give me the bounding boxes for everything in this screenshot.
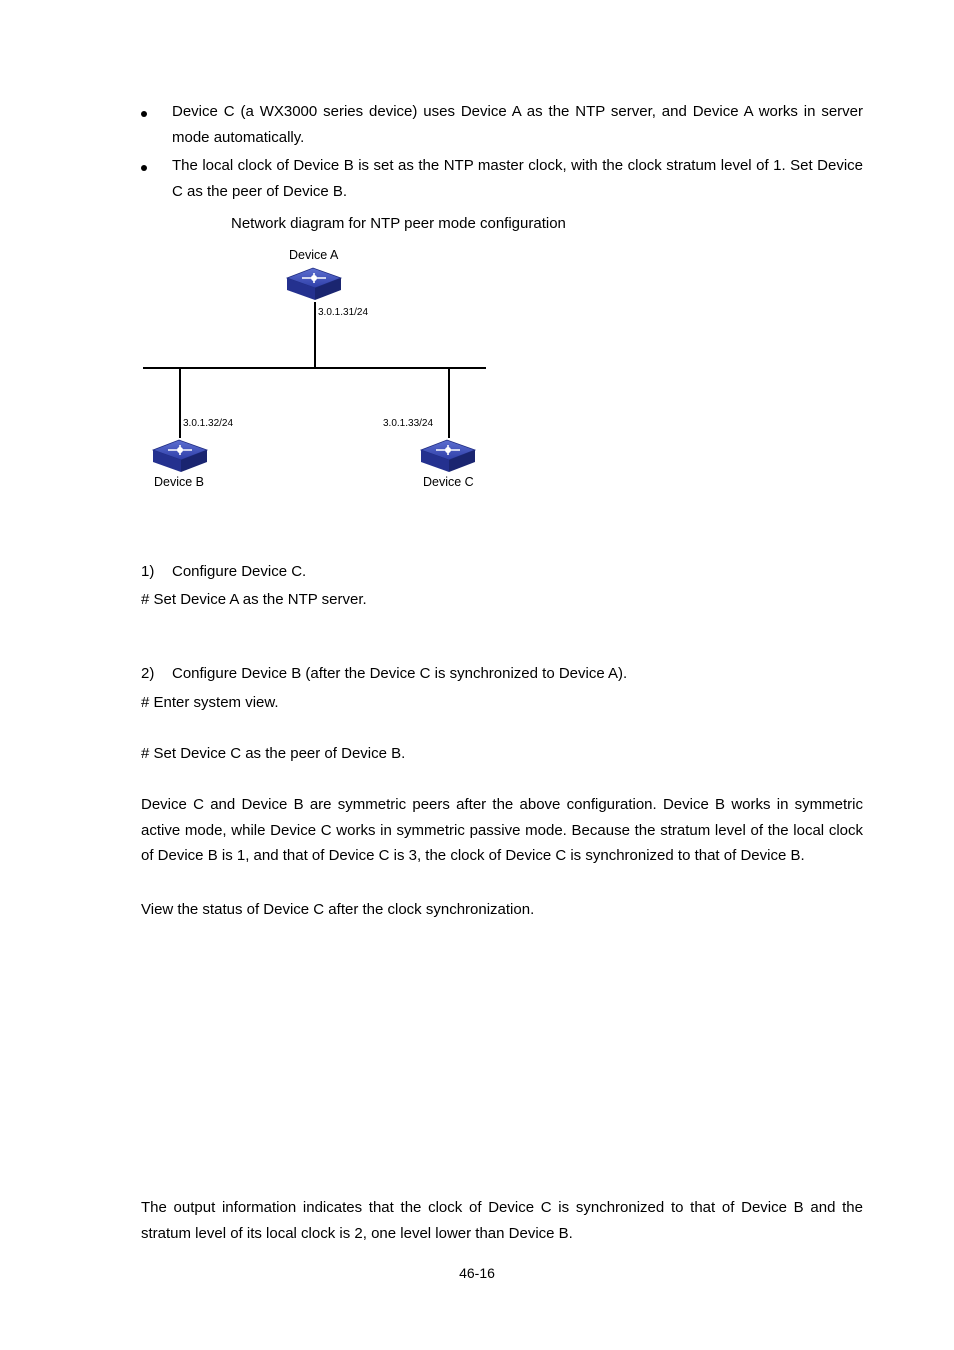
conclusion-paragraph: The output information indicates that the clock of Device C is synchronized to that of Device B and the stratum level of its local clock is 2, one level lower than Device B. (141, 1199, 863, 1242)
step-number: 1) (141, 563, 155, 580)
explanation-paragraph: Device C and Device B are symmetric peers after the above configuration. Device B works in symmetric active mode, while Device C works in symmetric passive mode. Because the stratum level of the local clock of Device B is 1, and that of Device C is 3, the clock of Device C is synchronized to that of Device B. (141, 796, 863, 864)
config-comment: # Set Device C as the peer of Device B. (141, 745, 406, 762)
bullet-dot (141, 111, 147, 117)
config-comment: # Enter system view. (141, 694, 279, 711)
step-number: 2) (141, 665, 155, 682)
bullet-item: Device C (a WX3000 series device) uses Device A as the NTP server, and Device A works in server mode automatically. (172, 103, 863, 146)
config-comment: # Set Device A as the NTP server. (141, 591, 367, 608)
bullet-dot (141, 165, 147, 171)
figure-caption: Network diagram for NTP peer mode configuration (231, 215, 566, 232)
device-b-ip: 3.0.1.32/24 (183, 418, 234, 429)
view-status-text: View the status of Device C after the clock synchronization. (141, 901, 535, 918)
page-number: 46-16 (459, 1265, 495, 1281)
device-a-ip: 3.0.1.31/24 (318, 307, 369, 318)
device-c-ip: 3.0.1.33/24 (383, 418, 434, 429)
device-c-label: Device C (423, 475, 474, 489)
device-a-label: Device A (289, 248, 339, 262)
step-text: Configure Device B (after the Device C is synchronized to Device A). (172, 665, 628, 682)
network-diagram (130, 240, 500, 500)
switch-icon (287, 268, 341, 300)
switch-icon (421, 440, 475, 472)
step-text: Configure Device C. (172, 563, 307, 580)
switch-icon (153, 440, 207, 472)
bullet-item: The local clock of Device B is set as the NTP master clock, with the clock stratum level of 1. Set Device C as the peer of Device B. (172, 157, 863, 200)
device-b-label: Device B (154, 475, 205, 489)
